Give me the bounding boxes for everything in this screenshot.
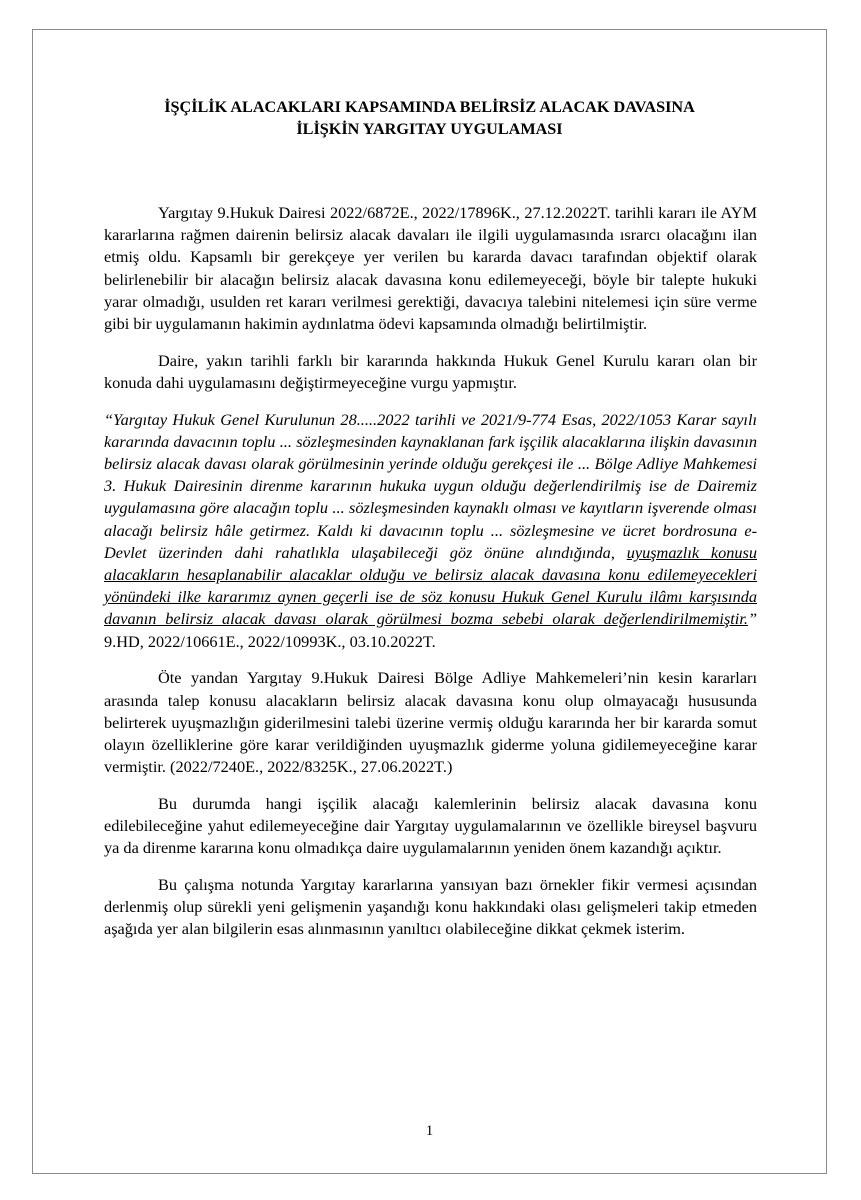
page-number: 1	[425, 1123, 434, 1139]
paragraph-1: Yargıtay 9.Hukuk Dairesi 2022/6872E., 2022/17896K., 27.12.2022T. tarihli kararı ile AYM kararlarına rağmen dairenin belirsiz alacak davaları ile ilgili uygulamasında ısrarcı olacağını ilan etmiş oldu. Kapsamlı bir gerekçeye yer verilen bu kararda davacı tarafından objektif olarak belirlenebilir bir alacağın belirsiz alacak davasına konu edilemeyeceği, böyle bir talepte hukuki yarar olmadığı, usulden ret kararı verilmesi gerektiği, davacıya talebini nitelemesi için süre verme gibi bir uygulamanın hakimin aydınlatma ödevi kapsamında olmadığı belirtilmiştir.	[104, 203, 757, 334]
paragraph-3: Öte yandan Yargıtay 9.Hukuk Dairesi Bölge Adliye Mahkemeleri’nin kesin kararları arasında talep konusu alacakların belirsiz alacak davasına konu olup olmayacağı hususunda belirterek uyuşmazlığın giderilmesini talebi üzerine vermiş olduğu kararında her bir kararda somut olayın özelliklerine göre karar verildiğinden uyuşmazlık giderme yoluna gidilemeyeceğine karar vermiştir. (2022/7240E., 2022/8325K., 27.06.2022T.)	[104, 668, 757, 777]
quote-underlined-text: uyuşmazlık konusu alacakların hesaplanabilir alacaklar olduğu ve belirsiz alacak davasına konu edilemeyecekleri yönündeki ilke kararımız aynen geçerli ise de söz konusu Hukuk Genel Kurulu ilâmı karşısında davanın belirsiz alacak davası olarak görülmesi bozma sebebi olarak değerlendirilmemiştir.	[104, 542, 758, 629]
quote-close-mark: ”	[747, 609, 757, 629]
document-title	[32, 96, 827, 140]
quote-text: “Yargıtay Hukuk Genel Kurulunun 28.....2022 tarihli ve 2021/9-774 Esas, 2022/1053 Karar sayılı kararında davacının toplu ... sözleşmesinden kaynaklanan fark işçilik alacaklarına ilişkin davasının belirsiz alacak davası olarak görülmesinin yerinde olduğu gerekçesi ile ... Bölge Adliye Mahkemesi 3. Hukuk Dairesinin direnme kararının hukuka uygun olduğu değerlendirilmiş ise de Dairemiz uygulamasına göre alacağın toplu ... sözleşmesinden kaynaklı olması ve kayıtların işverende olması alacağı belirsiz hâle getirmez. Kaldı ki davacının toplu ... sözleşmesine ve ücret bordrosuna e-Devlet üzerinden dahi rahatlıkla ulaşabileceği göz önüne alındığında,	[104, 409, 757, 562]
quote-citation: 9.HD, 2022/10661E., 2022/10993K., 03.10.2022T.	[104, 631, 436, 651]
title-line-1: İŞÇİLİK ALACAKLARI KAPSAMINDA BELİRSİZ ALACAK DAVASINA	[164, 98, 695, 116]
paragraph-4: Bu durumda hangi işçilik alacağı kalemlerinin belirsiz alacak davasına konu edilebileceğine yahut edilemeyeceğine dair Yargıtay uygulamalarının ve özellikle bireysel başvuru ya da direnme kararına konu olmadıkça daire uygulamalarının yeniden önem kazandığı açıktır.	[104, 793, 757, 858]
document-body	[104, 202, 757, 955]
court-quote	[104, 409, 757, 653]
title-line-2: İLİŞKİN YARGITAY UYGULAMASI	[296, 120, 563, 138]
paragraph-2: Daire, yakın tarihli farklı bir kararında hakkında Hukuk Genel Kurulu kararı olan bir konuda dahi uygulamasını değiştirmeyeceğine vurgu yapmıştır.	[104, 350, 757, 392]
paragraph-5: Bu çalışma notunda Yargıtay kararlarına yansıyan bazı örnekler fikir vermesi açısından derlenmiş olup sürekli yeni gelişmenin yaşandığı konu hakkındaki olası gelişmeleri takip etmeden aşağıda yer alan bilgilerin esas alınmasının yanıltıcı olabileceğine dikkat çekmek isterim.	[104, 874, 757, 939]
